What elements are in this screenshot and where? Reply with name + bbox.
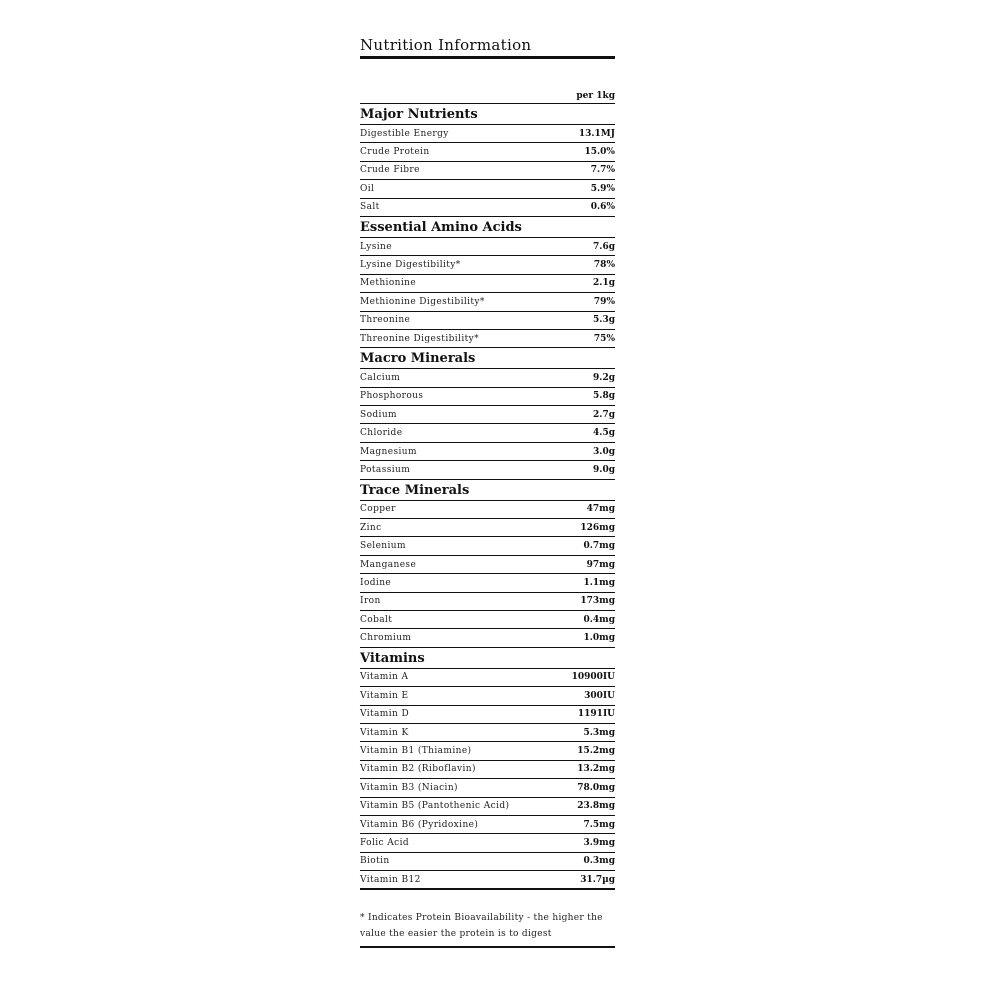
nutrient-value: 2.7g (593, 409, 615, 420)
nutrient-row (360, 461, 615, 479)
nutrient-row (360, 537, 615, 555)
nutrient-row (360, 816, 615, 834)
nutrient-value: 5.8g (593, 391, 615, 402)
nutrient-value: 0.4mg (583, 614, 615, 625)
nutrient-value: 3.0g (593, 446, 615, 457)
nutrient-row (360, 798, 615, 816)
nutrient-name: Vitamin B6 (Pyridoxine) (360, 819, 479, 830)
nutrient-row (360, 834, 615, 852)
nutrient-sections (360, 104, 615, 890)
nutrient-name: Biotin (360, 856, 390, 867)
nutrient-name: Selenium (360, 541, 406, 552)
nutrient-name: Manganese (360, 559, 417, 570)
nutrient-row (360, 779, 615, 797)
nutrient-row (360, 742, 615, 760)
nutrient-value: 13.1MJ (578, 128, 615, 139)
nutrient-value: 7.5mg (583, 819, 615, 830)
nutrient-value: 1.1mg (583, 577, 615, 588)
nutrient-name: Chloride (360, 428, 403, 439)
nutrient-name: Methionine Digestibility* (360, 296, 485, 307)
per-unit-label: per 1kg (360, 89, 615, 104)
nutrient-value: 1191IU (577, 709, 615, 720)
nutrient-value: 3.9mg (583, 837, 615, 848)
nutrient-value: 2.1g (593, 278, 615, 289)
nutrient-name: Phosphorous (360, 391, 424, 402)
nutrient-name: Iron (360, 596, 381, 607)
nutrient-name: Digestible Energy (360, 128, 449, 139)
nutrient-name: Cobalt (360, 614, 393, 625)
nutrient-name: Vitamin B1 (Thiamine) (360, 746, 472, 757)
nutrient-name: Sodium (360, 409, 397, 420)
nutrient-name: Vitamin E (360, 690, 409, 701)
nutrient-name: Crude Protein (360, 147, 430, 158)
nutrition-panel (360, 34, 615, 948)
page-title: Nutrition Information (360, 34, 615, 59)
nutrient-row (360, 501, 615, 519)
nutrient-value: 79% (593, 296, 615, 307)
nutrient-row (360, 180, 615, 198)
nutrient-name: Chromium (360, 633, 412, 644)
section-title: Major Nutrients (360, 104, 615, 125)
nutrient-value: 31.7µg (580, 874, 615, 885)
nutrient-row (360, 162, 615, 180)
nutrient-name: Calcium (360, 372, 401, 383)
nutrient-row (360, 424, 615, 442)
nutrient-name: Vitamin B2 (Riboflavin) (360, 764, 476, 775)
nutrient-row (360, 519, 615, 537)
nutrient-name: Threonine Digestibility* (360, 333, 479, 344)
nutrient-name: Vitamin B12 (360, 874, 421, 885)
footnote: * Indicates Protein Bioavailability - the higher the value the easier the protein is to digest (360, 910, 615, 948)
nutrient-value: 126mg (580, 522, 615, 533)
section-title: Vitamins (360, 648, 615, 669)
nutrient-name: Threonine (360, 315, 411, 326)
nutrient-value: 300IU (584, 690, 615, 701)
nutrient-value: 78% (593, 260, 615, 271)
nutrient-value: 0.6% (590, 202, 615, 213)
nutrient-value: 23.8mg (577, 801, 615, 812)
nutrient-name: Methionine (360, 278, 417, 289)
nutrient-name: Crude Fibre (360, 165, 420, 176)
section-title: Trace Minerals (360, 480, 615, 501)
nutrient-name: Lysine Digestibility* (360, 260, 461, 271)
nutrient-row (360, 312, 615, 330)
nutrient-row (360, 871, 615, 890)
nutrient-name: Vitamin B3 (Niacin) (360, 782, 458, 793)
nutrient-value: 0.7mg (583, 541, 615, 552)
nutrient-name: Copper (360, 504, 396, 515)
nutrient-value: 173mg (580, 596, 615, 607)
nutrient-value: 5.3g (593, 315, 615, 326)
nutrient-row (360, 275, 615, 293)
nutrient-name: Vitamin A (360, 672, 409, 683)
nutrient-row (360, 706, 615, 724)
nutrient-row (360, 853, 615, 871)
nutrient-value: 5.9% (590, 183, 615, 194)
nutrient-name: Lysine (360, 241, 392, 252)
nutrient-value: 7.6g (593, 241, 615, 252)
nutrient-row (360, 406, 615, 424)
nutrient-row (360, 687, 615, 705)
nutrient-name: Magnesium (360, 446, 417, 457)
nutrient-value: 75% (593, 333, 615, 344)
nutrient-row (360, 238, 615, 256)
nutrient-row (360, 724, 615, 742)
nutrient-row (360, 125, 615, 143)
nutrient-value: 1.0mg (583, 633, 615, 644)
nutrient-row (360, 611, 615, 629)
nutrient-row (360, 761, 615, 779)
nutrient-row (360, 593, 615, 611)
nutrient-row (360, 629, 615, 647)
nutrient-value: 47mg (586, 504, 615, 515)
nutrient-row (360, 669, 615, 687)
nutrient-name: Vitamin D (360, 709, 410, 720)
nutrient-name: Vitamin K (360, 727, 409, 738)
nutrient-value: 15.2mg (577, 746, 615, 757)
nutrient-value: 78.0mg (577, 782, 615, 793)
nutrient-row (360, 556, 615, 574)
nutrient-name: Zinc (360, 522, 382, 533)
nutrient-name: Iodine (360, 577, 392, 588)
nutrient-value: 9.0g (593, 464, 615, 475)
nutrient-value: 7.7% (590, 165, 615, 176)
nutrient-value: 15.0% (584, 147, 615, 158)
nutrient-value: 5.3mg (583, 727, 615, 738)
nutrient-name: Potassium (360, 464, 411, 475)
nutrient-row (360, 330, 615, 348)
nutrient-row (360, 293, 615, 311)
nutrient-row (360, 574, 615, 592)
nutrient-row (360, 256, 615, 274)
nutrient-value: 4.5g (593, 428, 615, 439)
nutrient-row (360, 388, 615, 406)
nutrient-row (360, 143, 615, 161)
section-title: Macro Minerals (360, 348, 615, 369)
nutrient-name: Oil (360, 183, 375, 194)
section-title: Essential Amino Acids (360, 217, 615, 238)
nutrient-value: 10900IU (571, 672, 615, 683)
nutrient-name: Vitamin B5 (Pantothenic Acid) (360, 801, 510, 812)
nutrient-value: 0.3mg (583, 856, 615, 867)
nutrient-value: 97mg (586, 559, 615, 570)
nutrient-name: Folic Acid (360, 837, 410, 848)
nutrient-row (360, 369, 615, 387)
nutrient-name: Salt (360, 202, 380, 213)
nutrient-row (360, 443, 615, 461)
nutrient-value: 13.2mg (577, 764, 615, 775)
nutrient-row (360, 199, 615, 217)
nutrient-value: 9.2g (593, 372, 615, 383)
